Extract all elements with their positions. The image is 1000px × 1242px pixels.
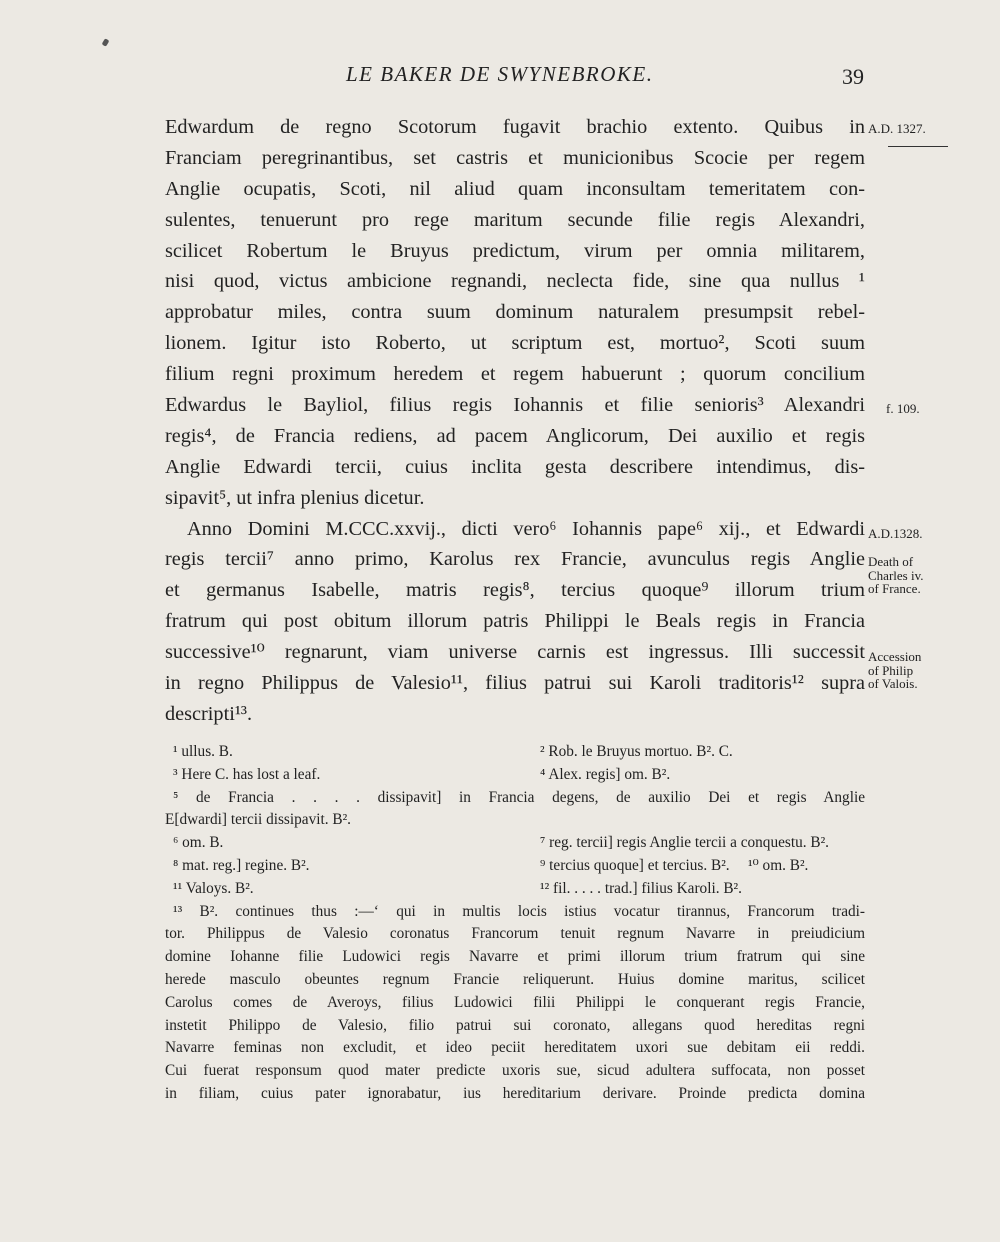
margin-death-note (868, 555, 968, 596)
footnote-row (165, 1037, 865, 1060)
footnote-line: herede masculo obeuntes regnum Francie reliquerunt. Huius domine maritus, scilicet (165, 970, 865, 988)
text-line: descripti¹³. (165, 702, 253, 725)
margin-line: Death of (868, 554, 914, 569)
footnote: ⁸ mat. reg.] regine. B². (173, 856, 310, 874)
running-title: LE BAKER DE SWYNEBROKE. (346, 62, 654, 86)
footnote-line: Carolus comes de Averoys, filius Ludowici filii Philippi le conquerant regis Francie, (165, 993, 865, 1011)
text-line: filium regni proximum heredem et regem habuerunt ; quorum concilium (165, 363, 865, 386)
running-head (0, 58, 1000, 98)
margin-date-1327: A.D. 1327. (868, 121, 926, 136)
margin-line: Accession (868, 649, 922, 664)
footnote: E[dwardi] tercii dissipavit. B². (165, 811, 351, 829)
text-line: regis⁴, de Francia rediens, ad pacem Anglicorum, Dei auxilio et regis (165, 424, 865, 447)
text-line: lionem. Igitur isto Roberto, ut scriptum est, mortuo², Scoti suum (165, 332, 865, 355)
ink-speck (102, 38, 110, 47)
margin-date-1328: A.D.1328. (868, 526, 923, 541)
footnote: ⁵ de Francia . . . . dissipavit] in Francia degens, de auxilio Dei et regis Anglie (173, 788, 865, 806)
footnote-row (165, 855, 865, 878)
text-line: Franciam peregrinantibus, set castris et municionibus Scocie per regem (165, 146, 865, 169)
margin-folio: f. 109. (886, 401, 920, 416)
footnote-row (165, 992, 865, 1015)
footnote-line: domine Iohanne filie Ludowici regis Navarre et primi illorum trium fratrum qui sine (165, 948, 865, 966)
text-line: Edwardus le Bayliol, filius regis Iohannis et filie senioris³ Alexandri (165, 394, 865, 417)
footnote: ⁴ Alex. regis] om. B². (540, 765, 671, 783)
footnote-row (165, 946, 865, 969)
footnote-row (165, 787, 865, 810)
margin-line: of France. (868, 581, 921, 596)
text-line: regis tercii⁷ anno primo, Karolus rex Francie, avunculus regis Anglie (165, 548, 865, 571)
footnote: ⁹ tercius quoque] et tercius. B². (540, 856, 730, 874)
margin-line: of Valois. (868, 676, 918, 691)
footnote-row (165, 969, 865, 992)
footnote: ³ Here C. has lost a leaf. (173, 765, 321, 783)
footnote-line: instetit Philippo de Valesio, filio patrui sui coronato, allegans quod hereditas regni (165, 1016, 865, 1034)
text-line: Anglie Edwardi tercii, cuius inclita gesta describere intendimus, dis- (165, 455, 865, 478)
text-line: scilicet Robertum le Bruyus predictum, virum per omnia militarem, (165, 239, 865, 262)
footnote-line: in filiam, cuius pater ignorabatur, ius hereditarium derivare. Proinde predicta domina (165, 1084, 865, 1102)
footnote-row (165, 923, 865, 946)
text-line: nisi quod, victus ambicione regnandi, neclecta fide, sine qua nullus ¹ (165, 270, 865, 293)
footnotes (165, 741, 865, 1106)
footnote: ² Rob. le Bruyus mortuo. B². C. (540, 743, 733, 760)
text-line: successive¹⁰ regnarunt, viam universe carnis est ingressus. Illi successit (165, 641, 865, 664)
footnote-row (165, 1060, 865, 1083)
footnote-line: Cui fuerat responsum quod mater predicte uxoris sue, sicud adultera suffocata, non posset (165, 1062, 865, 1080)
margin-accession-note (868, 650, 968, 691)
footnote: ⁶ om. B. (173, 834, 224, 852)
footnote-row (165, 741, 865, 764)
footnote-row (165, 901, 865, 924)
footnote-line: Navarre feminas non excludit, et ideo peciit hereditatem uxori sue debitam eii reddi. (165, 1039, 865, 1057)
text-line: Anno Domini M.CCC.xxvij., dicti vero⁶ Iohannis pape⁶ xij., et Edwardi (187, 517, 865, 540)
text-line: approbatur miles, contra suum dominum naturalem presumpsit rebel- (165, 301, 865, 324)
text-line: Edwardum de regno Scotorum fugavit brachio extento. Quibus in (165, 116, 865, 138)
footnote-row (165, 1083, 865, 1106)
text-line: sipavit⁵, ut infra plenius dicetur. (165, 486, 425, 509)
margin-rule (888, 146, 948, 147)
text-line: et germanus Isabelle, matris regis⁸, tercius quoque⁹ illorum trium (165, 579, 865, 602)
footnote-row (165, 832, 865, 855)
footnote: ⁷ reg. tercii] regis Anglie tercii a conquestu. B². (540, 834, 829, 852)
text-line: fratrum qui post obitum illorum patris Philippi le Beals regis in Francia (165, 610, 865, 633)
margin-line: Charles iv. (868, 567, 924, 583)
text-line: in regno Philippus de Valesio¹¹, filius patrui sui Karoli traditoris¹² supra (165, 672, 865, 695)
margin-line: of Philip (868, 662, 914, 678)
footnote: ¹⁰ om. B². (748, 856, 809, 874)
text-line: Anglie ocupatis, Scoti, nil aliud quam inconsultam temeritatem con- (165, 177, 865, 200)
footnote-line: ¹³ B². continues thus :—‘ qui in multis locis istius vocatur tirannus, Francorum tradi- (173, 902, 865, 920)
footnote: ¹¹ Valoys. B². (173, 879, 254, 897)
footnote-line: tor. Philippus de Valesio coronatus Francorum tenuit regnum Navarre in preiudicium (165, 925, 865, 943)
footnote-row (165, 878, 865, 901)
footnote-row (165, 1015, 865, 1038)
page-number: 39 (842, 64, 864, 89)
footnote-row (165, 764, 865, 787)
footnote: ¹² fil. . . . . trad.] filius Karoli. B². (540, 879, 742, 897)
footnote: ¹ ullus. B. (173, 743, 233, 760)
footnote-row (165, 809, 865, 832)
main-text (165, 112, 865, 730)
text-line: sulentes, tenuerunt pro rege maritum secunde filie regis Alexandri, (165, 208, 865, 231)
